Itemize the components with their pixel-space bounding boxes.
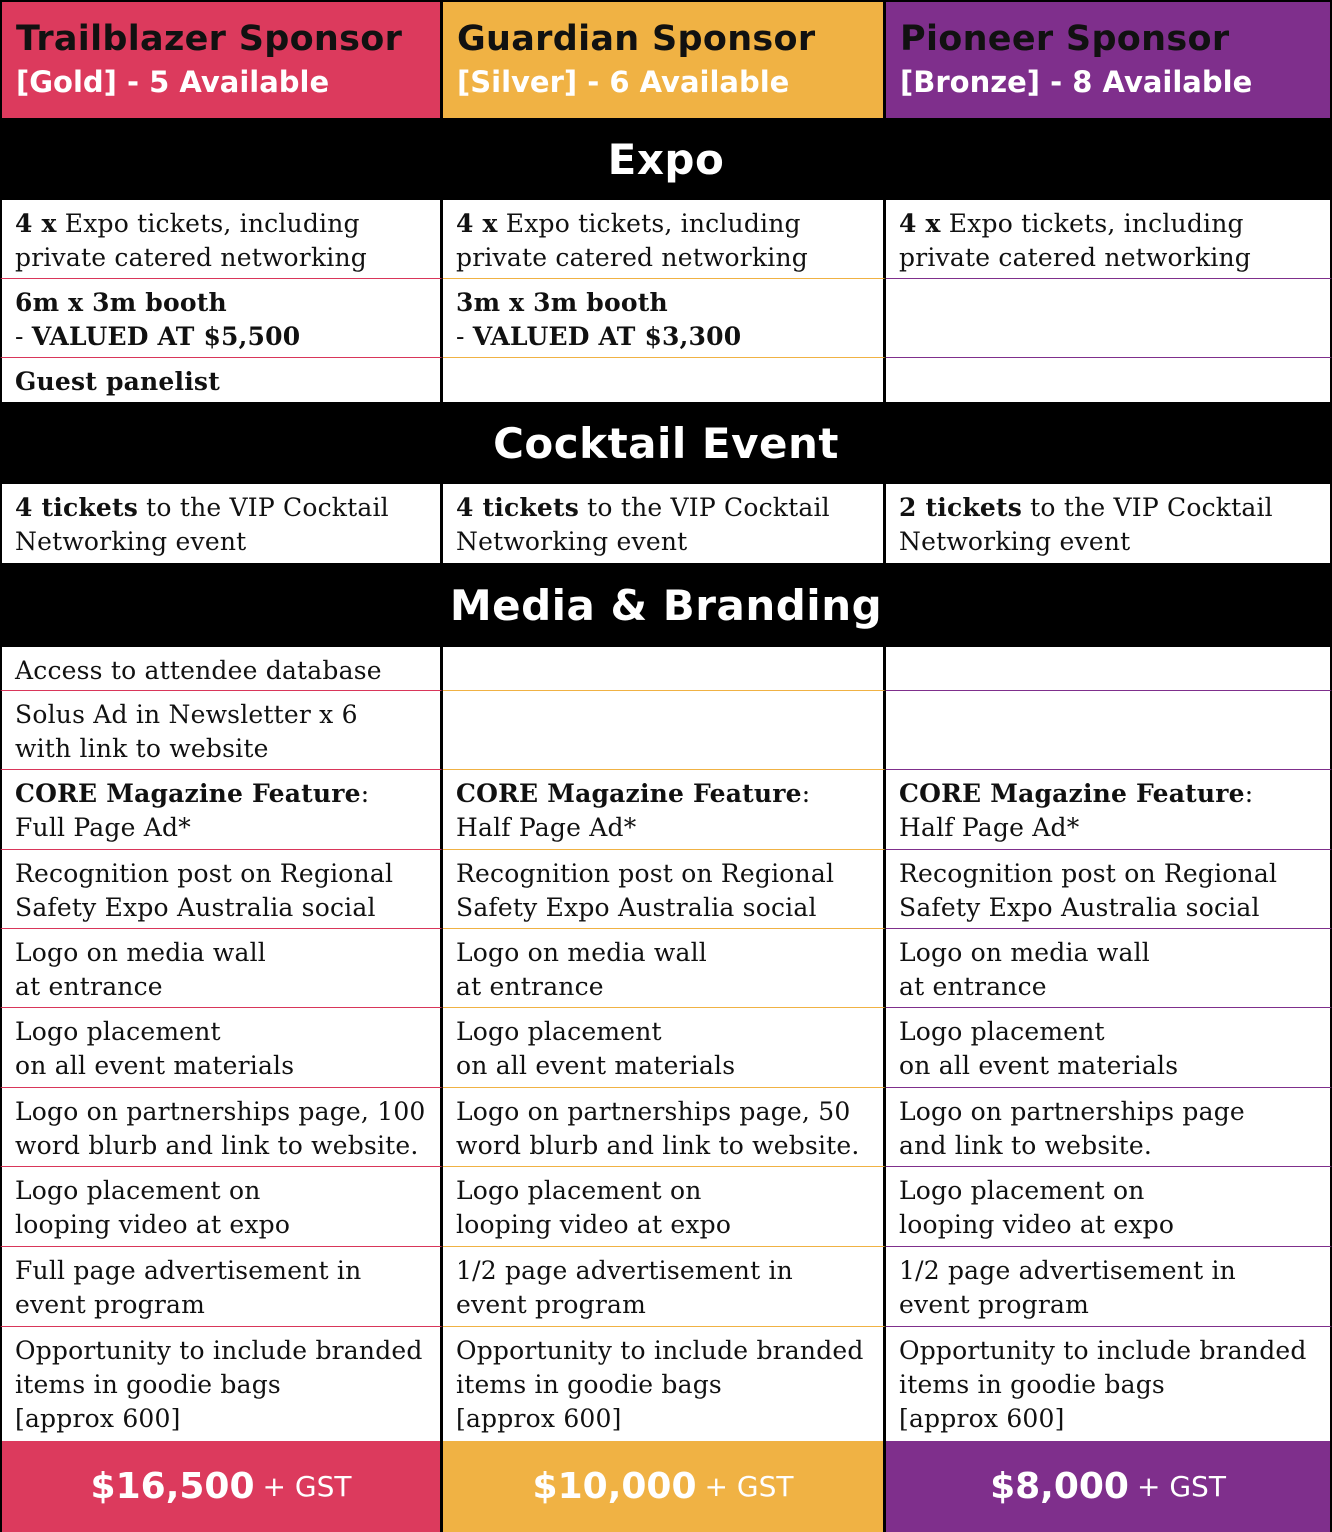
section-cocktail: Cocktail Event — [0, 402, 1332, 484]
media-partnerships-gold: Logo on partnerships page, 100 word blurb and link to website. — [0, 1088, 443, 1167]
media-solus-gold: Solus Ad in Newsletter x 6 with link to website — [0, 691, 443, 770]
cocktail-tickets-gold: 4 tickets to the VIP Cocktail Networking event — [0, 484, 443, 563]
media-database-bronze — [886, 647, 1332, 691]
media-video-bronze: Logo placement on looping video at expo — [886, 1167, 1332, 1247]
tier-subtitle: [Silver] - 6 Available — [457, 65, 790, 99]
section-expo: Expo — [0, 118, 1332, 200]
media-partnerships-silver: Logo on partnerships page, 50 word blurb and link to website. — [443, 1088, 886, 1167]
cocktail-tickets-bronze: 2 tickets to the VIP Cocktail Networking event — [886, 484, 1332, 563]
price-gst: + GST — [1136, 1470, 1226, 1503]
expo-tickets-gold: 4 x Expo tickets, including private catered networking — [0, 200, 443, 279]
media-recognition-silver: Recognition post on Regional Safety Expo Australia social — [443, 850, 886, 929]
expo-panelist-bronze — [886, 358, 1332, 402]
media-core-bronze: CORE Magazine Feature: Half Page Ad* — [886, 770, 1332, 850]
price-gst: + GST — [262, 1470, 352, 1503]
media-solus-bronze — [886, 691, 1332, 770]
media-video-silver: Logo placement on looping video at expo — [443, 1167, 886, 1247]
media-program-gold: Full page advertisement in event program — [0, 1247, 443, 1327]
price-amount: $10,000 — [532, 1466, 697, 1507]
tier-title: Guardian Sponsor — [457, 19, 816, 59]
expo-booth-bronze — [886, 279, 1332, 358]
media-core-silver: CORE Magazine Feature: Half Page Ad* — [443, 770, 886, 850]
tier-header-bronze — [886, 0, 1332, 118]
media-goodie-silver: Opportunity to include branded items in goodie bags [approx 600] — [443, 1327, 886, 1441]
price-gold — [0, 1441, 443, 1532]
media-materials-silver: Logo placement on all event materials — [443, 1008, 886, 1088]
tier-title: Pioneer Sponsor — [900, 19, 1230, 59]
media-video-gold: Logo placement on looping video at expo — [0, 1167, 443, 1247]
expo-tickets-silver: 4 x Expo tickets, including private catered networking — [443, 200, 886, 279]
tier-header-silver — [443, 0, 886, 118]
tier-subtitle: [Bronze] - 8 Available — [900, 65, 1253, 99]
price-gst: + GST — [704, 1470, 794, 1503]
tier-title: Trailblazer Sponsor — [16, 19, 403, 59]
media-recognition-bronze: Recognition post on Regional Safety Expo Australia social — [886, 850, 1332, 929]
expo-panelist-gold: Guest panelist — [0, 358, 443, 402]
media-partnerships-bronze: Logo on partnerships page and link to website. — [886, 1088, 1332, 1167]
media-database-gold: Access to attendee database — [0, 647, 443, 691]
expo-panelist-silver — [443, 358, 886, 402]
media-program-bronze: 1/2 page advertisement in event program — [886, 1247, 1332, 1327]
cocktail-tickets-silver: 4 tickets to the VIP Cocktail Networking event — [443, 484, 886, 563]
media-goodie-gold: Opportunity to include branded items in goodie bags [approx 600] — [0, 1327, 443, 1441]
expo-booth-silver: 3m x 3m booth - VALUED AT $3,300 — [443, 279, 886, 358]
media-core-gold: CORE Magazine Feature: Full Page Ad* — [0, 770, 443, 850]
media-wall-bronze: Logo on media wall at entrance — [886, 929, 1332, 1008]
expo-tickets-bronze: 4 x Expo tickets, including private catered networking — [886, 200, 1332, 279]
media-recognition-gold: Recognition post on Regional Safety Expo Australia social — [0, 850, 443, 929]
media-wall-silver: Logo on media wall at entrance — [443, 929, 886, 1008]
price-amount: $16,500 — [90, 1466, 255, 1507]
media-database-silver — [443, 647, 886, 691]
media-solus-silver — [443, 691, 886, 770]
media-materials-gold: Logo placement on all event materials — [0, 1008, 443, 1088]
tier-header-gold — [0, 0, 443, 118]
media-wall-gold: Logo on media wall at entrance — [0, 929, 443, 1008]
section-media: Media & Branding — [0, 563, 1332, 647]
expo-booth-gold: 6m x 3m booth - VALUED AT $5,500 — [0, 279, 443, 358]
tier-subtitle: [Gold] - 5 Available — [16, 65, 330, 99]
price-bronze — [886, 1441, 1332, 1532]
price-amount: $8,000 — [990, 1466, 1129, 1507]
media-materials-bronze: Logo placement on all event materials — [886, 1008, 1332, 1088]
price-silver — [443, 1441, 886, 1532]
media-program-silver: 1/2 page advertisement in event program — [443, 1247, 886, 1327]
media-goodie-bronze: Opportunity to include branded items in goodie bags [approx 600] — [886, 1327, 1332, 1441]
